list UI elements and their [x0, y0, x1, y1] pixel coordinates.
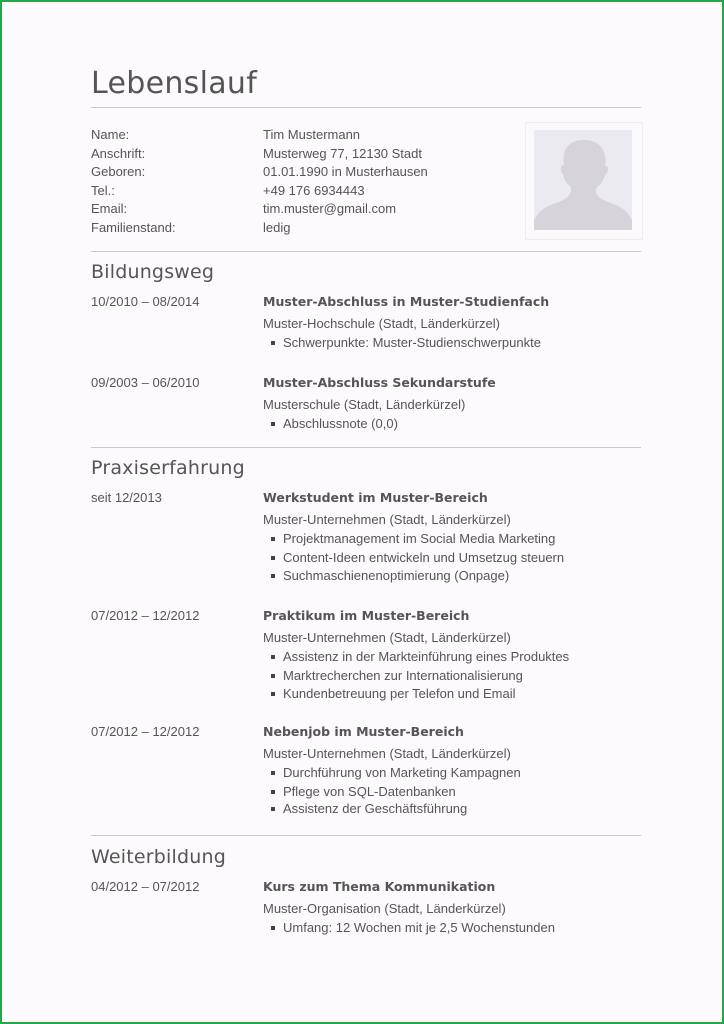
section-divider: [91, 835, 641, 836]
personal-row: [91, 163, 428, 182]
list-item: [263, 549, 643, 568]
entry-body: [263, 607, 643, 704]
entry-title: Kurs zum Thema Kommunikation: [263, 879, 496, 894]
personal-row: [91, 126, 428, 145]
entry-body: [263, 293, 643, 353]
bullet-icon: [271, 655, 275, 659]
entry-body: [263, 723, 643, 817]
list-item: [263, 334, 643, 353]
list-item: [263, 919, 643, 938]
entry-date: seit 12/2013: [91, 490, 162, 505]
list-item: [263, 783, 643, 800]
list-item: [263, 667, 643, 686]
list-item: [263, 530, 643, 549]
entry-organization: Muster-Unternehmen (Stadt, Länderkürzel): [263, 746, 511, 761]
entry-body: [263, 878, 643, 938]
entry-bullet-list: [263, 764, 643, 817]
personal-value: +49 176 6934443: [263, 182, 365, 198]
personal-label: Familienstand:: [91, 219, 176, 235]
personal-row: [91, 219, 428, 238]
list-item: [263, 567, 643, 586]
personal-value: Tim Mustermann: [263, 127, 361, 142]
bullet-icon: [271, 790, 275, 794]
entry-date: 09/2003 – 06/2010: [91, 375, 200, 390]
bullet-icon: [271, 674, 275, 678]
entry-title: Praktikum im Muster-Bereich: [263, 608, 470, 623]
personal-value: tim.muster@gmail.com: [263, 201, 397, 216]
entry-date: 07/2012 – 12/2012: [91, 608, 200, 623]
personal-label: Email:: [91, 201, 128, 216]
personal-label: Tel.:: [91, 182, 115, 198]
entry-date: 10/2010 – 08/2014: [91, 294, 200, 309]
entry-date: 04/2012 – 07/2012: [91, 879, 200, 894]
bullet-icon: [271, 574, 275, 578]
entry-organization: Muster-Organisation (Stadt, Länderkürzel): [263, 901, 506, 916]
page-title: Lebenslauf: [91, 66, 258, 101]
personal-details: [91, 126, 428, 237]
bullet-icon: [271, 537, 275, 541]
section-divider: [91, 447, 641, 448]
entry-bullet-list: [263, 530, 643, 586]
person-silhouette-icon: [534, 130, 632, 230]
entry-bullet-list: [263, 648, 643, 704]
entry-title: Nebenjob im Muster-Bereich: [263, 724, 464, 739]
list-item-text: Durchführung von Marketing Kampagnen: [283, 765, 521, 780]
list-item: [263, 685, 643, 704]
entry-organization: Muster-Unternehmen (Stadt, Länderkürzel): [263, 512, 511, 527]
personal-value: 01.01.1990 in Musterhausen: [263, 164, 428, 179]
entry-body: [263, 489, 643, 586]
bullet-icon: [271, 422, 275, 426]
entry-title: Muster-Abschluss Sekundarstufe: [263, 375, 496, 390]
bullet-icon: [271, 771, 275, 775]
entry-bullet-list: [263, 334, 643, 353]
entry-title: Werkstudent im Muster-Bereich: [263, 490, 488, 505]
bullet-icon: [271, 807, 275, 811]
list-item-text: Projektmanagement im Social Media Marketing: [283, 531, 556, 546]
personal-row: [91, 182, 428, 201]
entry-title: Muster-Abschluss in Muster-Studienfach: [263, 294, 550, 309]
list-item: [263, 415, 643, 434]
section-title-training: Weiterbildung: [91, 846, 227, 868]
section-title-education: Bildungsweg: [91, 261, 215, 283]
profile-photo-frame: [525, 122, 643, 240]
personal-value: Musterweg 77, 12130 Stadt: [263, 145, 422, 161]
list-item-text: Abschlussnote (0,0): [283, 416, 398, 431]
entry-date: 07/2012 – 12/2012: [91, 724, 200, 739]
entry-organization: Musterschule (Stadt, Länderkürzel): [263, 397, 466, 412]
bullet-icon: [271, 926, 275, 930]
list-item-text: Marktrecherchen zur Internationalisierung: [283, 667, 523, 683]
list-item-text: Assistenz der Geschäftsführung: [283, 800, 468, 816]
profile-photo: [534, 130, 632, 230]
list-item-text: Kundenbetreuung per Telefon und Email: [283, 686, 516, 701]
list-item-text: Schwerpunkte: Muster-Studienschwerpunkte: [283, 335, 541, 350]
personal-label: Anschrift:: [91, 145, 146, 161]
section-title-experience: Praxiserfahrung: [91, 457, 245, 479]
entry-bullet-list: [263, 415, 643, 434]
personal-row: [91, 200, 428, 219]
personal-value: ledig: [263, 219, 291, 235]
bullet-icon: [271, 556, 275, 560]
personal-row: [91, 145, 428, 164]
personal-label: Name:: [91, 127, 130, 142]
entry-bullet-list: [263, 919, 643, 938]
list-item-text: Assistenz in der Markteinführung eines Produktes: [283, 649, 570, 664]
list-item: [263, 764, 643, 783]
list-item-text: Suchmaschienenoptimierung (Onpage): [283, 568, 510, 583]
bullet-icon: [271, 692, 275, 696]
entry-organization: Muster-Hochschule (Stadt, Länderkürzel): [263, 316, 500, 331]
list-item-text: Pflege von SQL-Datenbanken: [283, 783, 456, 799]
list-item: [263, 800, 643, 817]
list-item-text: Umfang: 12 Wochen mit je 2,5 Wochenstunden: [283, 920, 555, 935]
personal-label: Geboren:: [91, 164, 146, 179]
list-item: [263, 648, 643, 667]
entry-body: [263, 374, 643, 434]
section-divider: [91, 251, 641, 252]
list-item-text: Content-Ideen entwickeln und Umsetzug steuern: [283, 549, 565, 565]
entry-organization: Muster-Unternehmen (Stadt, Länderkürzel): [263, 630, 511, 645]
bullet-icon: [271, 341, 275, 345]
title-divider: [91, 107, 641, 108]
